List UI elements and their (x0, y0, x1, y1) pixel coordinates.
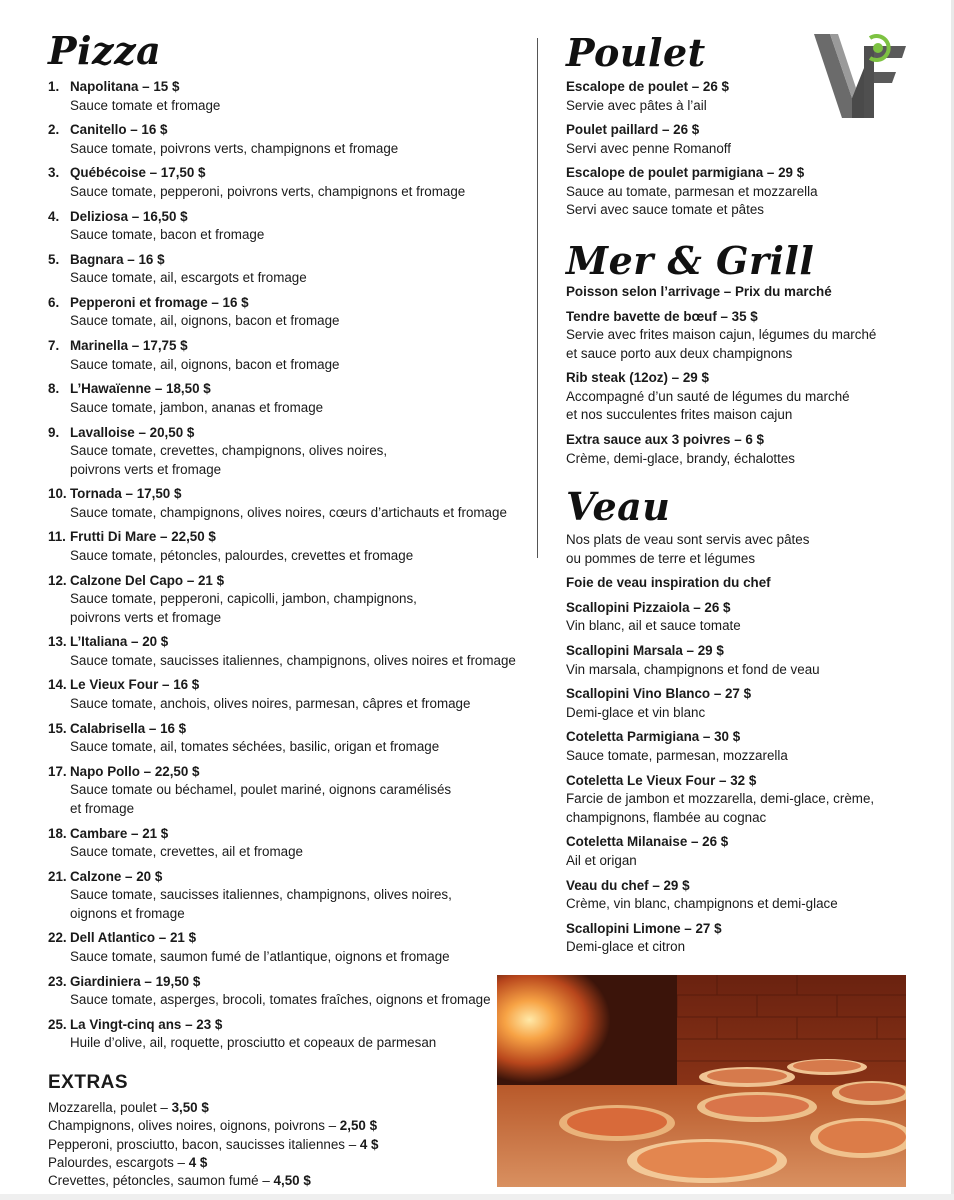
poulet-item-name: Escalope de poulet – 26 $ (566, 79, 729, 94)
mer-grill-item (566, 369, 906, 425)
pizza-item-body (70, 164, 518, 201)
mer-grill-list (566, 283, 906, 474)
veau-item-desc: Vin blanc, ail et sauce tomate (566, 618, 741, 634)
pizza-item (48, 868, 518, 924)
pizza-item-name: Tornada – 17,50 $ (70, 486, 182, 502)
veau-item-desc: Ail et origan (566, 852, 637, 868)
extras-item (48, 1099, 508, 1117)
pizza-item-number: 10. (48, 486, 67, 502)
pizza-item-desc-2: poivrons verts et fromage (70, 461, 222, 477)
poulet-item-desc: Servi avec penne Romanoff (566, 140, 732, 156)
pizza-item-desc: Sauce tomate, bacon et fromage (70, 227, 265, 243)
pizza-item-body (70, 572, 518, 628)
extras-item-price: 4,50 $ (273, 1173, 311, 1189)
pizza-item (48, 121, 518, 158)
veau-item-name: Coteletta Parmigiana – 30 $ (566, 729, 741, 745)
pizza-item-body (70, 528, 518, 565)
pizza-item-name: Marinella – 17,75 $ (70, 338, 188, 354)
pizza-item-name: Napo Pollo – 22,50 $ (70, 763, 200, 779)
pizza-item-name: Calzone – 20 $ (70, 868, 163, 884)
extras-item-text: Champignons, olives noires, oignons, poivrons – (48, 1118, 340, 1134)
pizza-item-number: 18. (48, 825, 67, 841)
veau-item (566, 920, 906, 957)
extras-list (48, 1099, 508, 1190)
pizza-item-name: Le Vieux Four – 16 $ (70, 677, 200, 693)
pizza-item (48, 164, 518, 201)
extras-item (48, 1172, 508, 1190)
pizza-item-body (70, 868, 518, 924)
veau-item-name: Coteletta Milanaise – 26 $ (566, 834, 729, 850)
mer-grill-item-desc-2: et nos succulentes frites maison cajun (566, 407, 793, 423)
mer-grill-item (566, 431, 906, 468)
pizza-item-number: 13. (48, 634, 67, 650)
pizza-item-name: L’Italiana – 20 $ (70, 634, 169, 650)
pizza-item-body (70, 485, 518, 522)
pizza-item-number: 15. (48, 720, 67, 736)
pizza-item-number: 4. (48, 208, 60, 224)
pizza-item-desc-2: poivrons verts et fromage (70, 609, 222, 625)
pizza-item-body (70, 633, 518, 670)
extras-item (48, 1136, 508, 1154)
pizza-item-name: Cambare – 21 $ (70, 825, 169, 841)
pizza-item-body (70, 121, 518, 158)
mer-grill-section-title: Mer & Grill (566, 238, 815, 283)
pizza-item (48, 424, 518, 480)
veau-item-name: Coteletta Le Vieux Four – 32 $ (566, 772, 757, 788)
poulet-item-desc: Sauce au tomate, parmesan et mozzarella (566, 183, 818, 199)
poulet-item-name: Poulet paillard – 26 $ (566, 122, 700, 138)
pizza-item-desc: Sauce tomate, ail, oignons, bacon et fromage (70, 356, 340, 372)
pizza-item-name: Pepperoni et fromage – 16 $ (70, 294, 249, 310)
poulet-item-desc: Servie avec pâtes à l’ail (566, 97, 707, 113)
pizza-item-name: Canitello – 16 $ (70, 122, 168, 138)
extras-item (48, 1154, 508, 1172)
mer-grill-item (566, 283, 906, 302)
pizza-item-desc: Sauce tomate, saumon fumé de l’atlantique, oignons et fromage (70, 948, 450, 964)
veau-item-desc: Demi-glace et citron (566, 939, 686, 955)
pizza-item (48, 763, 518, 819)
pizza-item-number: 9. (48, 424, 60, 440)
pizza-item-desc: Sauce tomate, anchois, olives noires, parmesan, câpres et fromage (70, 695, 471, 711)
pizza-item-number: 7. (48, 338, 60, 354)
poulet-item-desc-2: Servi avec sauce tomate et pâtes (566, 202, 764, 218)
pizza-item (48, 251, 518, 288)
pizza-item-body (70, 78, 518, 115)
pizza-item-name: Calzone Del Capo – 21 $ (70, 572, 225, 588)
veau-item-desc-2: champignons, flambée au cognac (566, 809, 767, 825)
veau-item (566, 574, 906, 593)
pizza-item (48, 528, 518, 565)
extras-item-price: 2,50 $ (339, 1118, 378, 1134)
mer-grill-item-desc-2: et sauce porto aux deux champignons (566, 345, 793, 361)
extras-item-text: Pepperoni, prosciutto, bacon, saucisses italiennes – (48, 1136, 360, 1152)
pizza-item (48, 929, 518, 966)
pizza-item-number: 14. (48, 677, 67, 693)
pizza-item-number: 5. (48, 251, 60, 267)
veau-item-desc: Demi-glace et vin blanc (566, 704, 706, 720)
pizza-item-desc: Sauce tomate, crevettes, ail et fromage (70, 844, 303, 859)
veau-item (566, 685, 906, 722)
pizza-item (48, 572, 518, 628)
veau-item (566, 599, 906, 636)
pizza-item-number: 6. (48, 294, 60, 310)
pizza-item-desc: Sauce tomate, saucisses italiennes, champignons, olives noires et fromage (70, 652, 516, 668)
veau-section-title: Veau (566, 484, 671, 529)
pizza-item-name: La Vingt-cinq ans – 23 $ (70, 1016, 223, 1032)
veau-item (566, 877, 906, 914)
extras-section-title: EXTRAS (48, 1072, 129, 1093)
veau-item-desc: Farcie de jambon et mozzarella, demi-glace, crème, (566, 791, 875, 807)
pizza-item-name: Dell Atlantico – 21 $ (70, 930, 197, 946)
pizza-item (48, 720, 518, 757)
pizza-item-body (70, 763, 518, 819)
pizza-item-number: 25. (48, 1016, 67, 1032)
pizza-item-name: Deliziosa – 16,50 $ (70, 208, 188, 224)
pizza-item (48, 294, 518, 331)
extras-item (48, 1117, 508, 1135)
poulet-item-name: Escalope de poulet parmigiana – 29 $ (566, 165, 805, 181)
pizza-item-number: 22. (48, 930, 67, 946)
pizza-section-title: Pizza (48, 28, 162, 73)
poulet-item (566, 121, 906, 158)
pizza-item-number: 23. (48, 973, 67, 989)
veau-item (566, 833, 906, 870)
page-edge-bottom (0, 1194, 954, 1200)
pizza-item-name: L’Hawaïenne – 18,50 $ (70, 381, 211, 397)
pizza-item-body (70, 676, 518, 713)
pizza-item-name: Frutti Di Mare – 22,50 $ (70, 529, 216, 545)
pizza-item-body (70, 720, 518, 757)
pizza-item-name: Bagnara – 16 $ (70, 251, 165, 267)
pizza-item-desc: Sauce tomate ou béchamel, poulet mariné, oignons caramélisés (70, 782, 452, 798)
pizza-item-desc: Sauce tomate, pepperoni, poivrons verts, champignons et fromage (70, 183, 466, 199)
column-divider (537, 38, 538, 558)
restaurant-logo-icon (812, 28, 908, 118)
veau-item (566, 642, 906, 679)
pizza-item (48, 676, 518, 713)
pizza-item-body (70, 424, 518, 480)
pizza-item-desc: Sauce tomate, jambon, ananas et fromage (70, 399, 324, 415)
pizza-item-desc: Sauce tomate, asperges, brocoli, tomates fraîches, oignons et fromage (70, 992, 491, 1008)
mer-grill-item-desc: Accompagné d’un sauté de légumes du marché (566, 388, 850, 404)
veau-item-name: Scallopini Pizzaiola – 26 $ (566, 599, 731, 615)
pizza-item-body (70, 294, 518, 331)
pizza-item-body (70, 973, 518, 1010)
pizza-item-body (70, 251, 518, 288)
veau-item-name: Scallopini Limone – 27 $ (566, 920, 722, 936)
pizza-item-number: 1. (48, 79, 60, 94)
pizza-item-desc: Huile d’olive, ail, roquette, prosciutto et copeaux de parmesan (70, 1035, 437, 1051)
pizza-item-number: 12. (48, 572, 67, 588)
extras-item-price: 4 $ (359, 1136, 379, 1152)
pizza-item (48, 337, 518, 374)
pizza-item-number: 21. (48, 868, 67, 884)
mer-grill-item-desc: Servie avec frites maison cajun, légumes du marché (566, 327, 877, 343)
pizza-item-desc: Sauce tomate, ail, tomates séchées, basilic, origan et fromage (70, 739, 440, 755)
pizza-item-name: Giardiniera – 19,50 $ (70, 973, 201, 989)
poulet-section-title: Poulet (566, 30, 706, 75)
pizza-item-body (70, 825, 518, 862)
pizza-item-name: Napolitana – 15 $ (70, 79, 180, 94)
pizza-item-desc: Sauce tomate, crevettes, champignons, olives noires, (70, 443, 388, 458)
pizza-item (48, 633, 518, 670)
pizza-item-desc: Sauce tomate, ail, oignons, bacon et fromage (70, 313, 340, 329)
mer-grill-item-name: Rib steak (12oz) – 29 $ (566, 370, 709, 386)
mer-grill-item (566, 308, 906, 364)
pizza-item-desc-2: et fromage (70, 800, 135, 816)
pizza-item-body (70, 380, 518, 417)
pizza-item-number: 8. (48, 381, 60, 397)
extras-item-price: 3,50 $ (171, 1100, 209, 1115)
extras-item-text: Palourdes, escargots – (48, 1154, 189, 1170)
pizza-item (48, 78, 518, 115)
pizza-item-body (70, 929, 518, 966)
pizza-item-number: 17. (48, 763, 67, 779)
pizza-item-name: Québécoise – 17,50 $ (70, 165, 206, 181)
veau-list (566, 531, 906, 963)
pizza-item-number: 2. (48, 122, 60, 138)
pizza-item-body (70, 337, 518, 374)
pizza-item-number: 11. (48, 529, 66, 545)
veau-item-name: Scallopini Marsala – 29 $ (566, 643, 724, 659)
pizza-item (48, 825, 518, 862)
veau-item (566, 728, 906, 765)
veau-intro-line-2: ou pommes de terre et légumes (566, 550, 756, 566)
pizza-item (48, 208, 518, 245)
pizza-item (48, 1016, 518, 1053)
pizza-item-desc: Sauce tomate, ail, escargots et fromage (70, 270, 307, 286)
pizza-item-desc: Sauce tomate et fromage (70, 97, 221, 113)
extras-item-price: 4 $ (188, 1154, 208, 1170)
pizza-item-desc: Sauce tomate, champignons, olives noires, cœurs d’artichauts et fromage (70, 504, 507, 520)
veau-intro-line-1: Nos plats de veau sont servis avec pâtes (566, 532, 810, 547)
pizza-item-desc-2: oignons et fromage (70, 905, 185, 921)
mer-grill-item-desc: Crème, demi-glace, brandy, échalottes (566, 450, 795, 466)
wood-oven-pizza-photo (497, 975, 906, 1187)
pizza-item-desc: Sauce tomate, pétoncles, palourdes, crevettes et fromage (70, 547, 414, 563)
pizza-item-desc: Sauce tomate, poivrons verts, champignons et fromage (70, 140, 399, 156)
veau-item-desc: Sauce tomate, parmesan, mozzarella (566, 747, 788, 763)
pizza-list (48, 78, 518, 1059)
veau-item-name: Foie de veau inspiration du chef (566, 575, 771, 591)
pizza-item-body (70, 208, 518, 245)
pizza-item (48, 380, 518, 417)
pizza-item-name: Calabrisella – 16 $ (70, 720, 187, 736)
extras-item-text: Crevettes, pétoncles, saumon fumé – (48, 1173, 274, 1189)
veau-item-desc: Crème, vin blanc, champignons et demi-glace (566, 896, 838, 911)
veau-item (566, 772, 906, 828)
mer-grill-item-name: Tendre bavette de bœuf – 35 $ (566, 308, 758, 324)
veau-item-desc: Vin marsala, champignons et fond de veau (566, 661, 820, 677)
mer-grill-item-name: Poisson selon l’arrivage – Prix du marché (566, 284, 832, 299)
extras-item-text: Mozzarella, poulet – (48, 1100, 172, 1115)
veau-item-name: Veau du chef – 29 $ (566, 877, 690, 893)
pizza-item-desc: Sauce tomate, saucisses italiennes, champignons, olives noires, (70, 887, 452, 903)
mer-grill-item-name: Extra sauce aux 3 poivres – 6 $ (566, 432, 765, 448)
poulet-item (566, 164, 906, 220)
pizza-item-number: 3. (48, 165, 60, 181)
pizza-item-name: Lavalloise – 20,50 $ (70, 424, 195, 440)
pizza-item-desc: Sauce tomate, pepperoni, capicolli, jambon, champignons, (70, 591, 417, 607)
pizza-item-body (70, 1016, 518, 1053)
veau-item-name: Scallopini Vino Blanco – 27 $ (566, 686, 752, 702)
pizza-item (48, 485, 518, 522)
pizza-item (48, 973, 518, 1010)
veau-intro (566, 531, 906, 568)
